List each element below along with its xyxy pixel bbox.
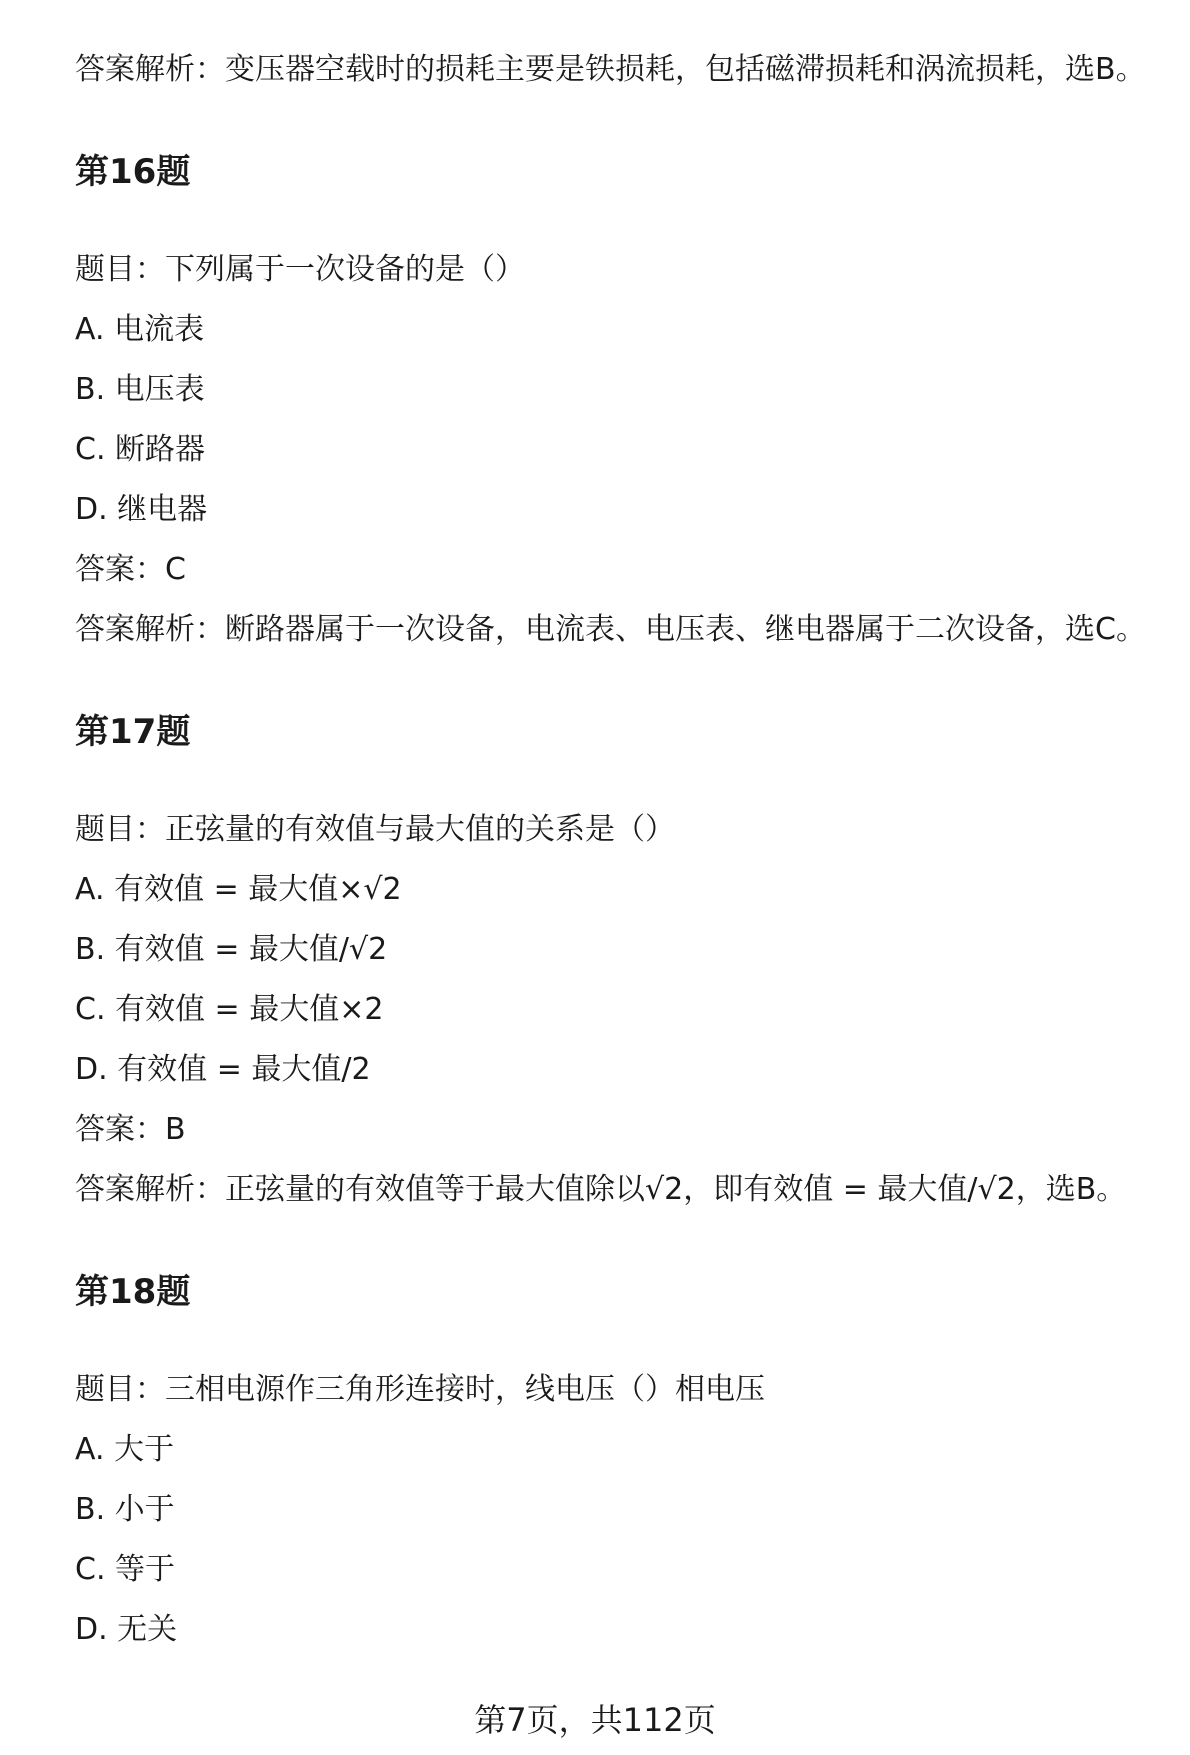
question-17-heading: 第17题 <box>75 712 191 752</box>
question-16-heading: 第16题 <box>75 152 191 192</box>
question-18-heading: 第18题 <box>75 1272 191 1312</box>
question-16-option-b: B. 电压表 <box>75 372 205 407</box>
question-16-option-d: D. 继电器 <box>75 492 208 527</box>
question-17-option-c: C. 有效值 = 最大值×2 <box>75 992 384 1027</box>
answer-explanation-15: 答案解析：变压器空载时的损耗主要是铁损耗，包括磁滞损耗和涡流损耗，选B。 <box>75 52 1146 87</box>
page-number-footer: 第7页，共112页 <box>474 1701 716 1739</box>
question-18-option-a: A. 大于 <box>75 1432 175 1467</box>
question-18-option-b: B. 小于 <box>75 1492 175 1527</box>
question-18-option-c: C. 等于 <box>75 1552 176 1587</box>
question-18-option-d: D. 无关 <box>75 1612 178 1647</box>
question-16-explanation: 答案解析：断路器属于一次设备，电流表、电压表、继电器属于二次设备，选C。 <box>75 612 1146 647</box>
question-16-option-a: A. 电流表 <box>75 312 205 347</box>
question-17-stem: 题目：正弦量的有效值与最大值的关系是（） <box>75 812 675 847</box>
question-17-explanation: 答案解析：正弦量的有效值等于最大值除以√2，即有效值 = 最大值/√2，选B。 <box>75 1172 1127 1207</box>
question-17-option-d: D. 有效值 = 最大值/2 <box>75 1052 371 1087</box>
question-17-option-a: A. 有效值 = 最大值×√2 <box>75 872 402 907</box>
question-17-answer: 答案：B <box>75 1112 186 1147</box>
question-16-option-c: C. 断路器 <box>75 432 206 467</box>
question-18-stem: 题目：三相电源作三角形连接时，线电压（）相电压 <box>75 1372 765 1407</box>
question-17-option-b: B. 有效值 = 最大值/√2 <box>75 932 388 967</box>
question-16-stem: 题目：下列属于一次设备的是（） <box>75 252 525 287</box>
question-16-answer: 答案：C <box>75 552 186 587</box>
